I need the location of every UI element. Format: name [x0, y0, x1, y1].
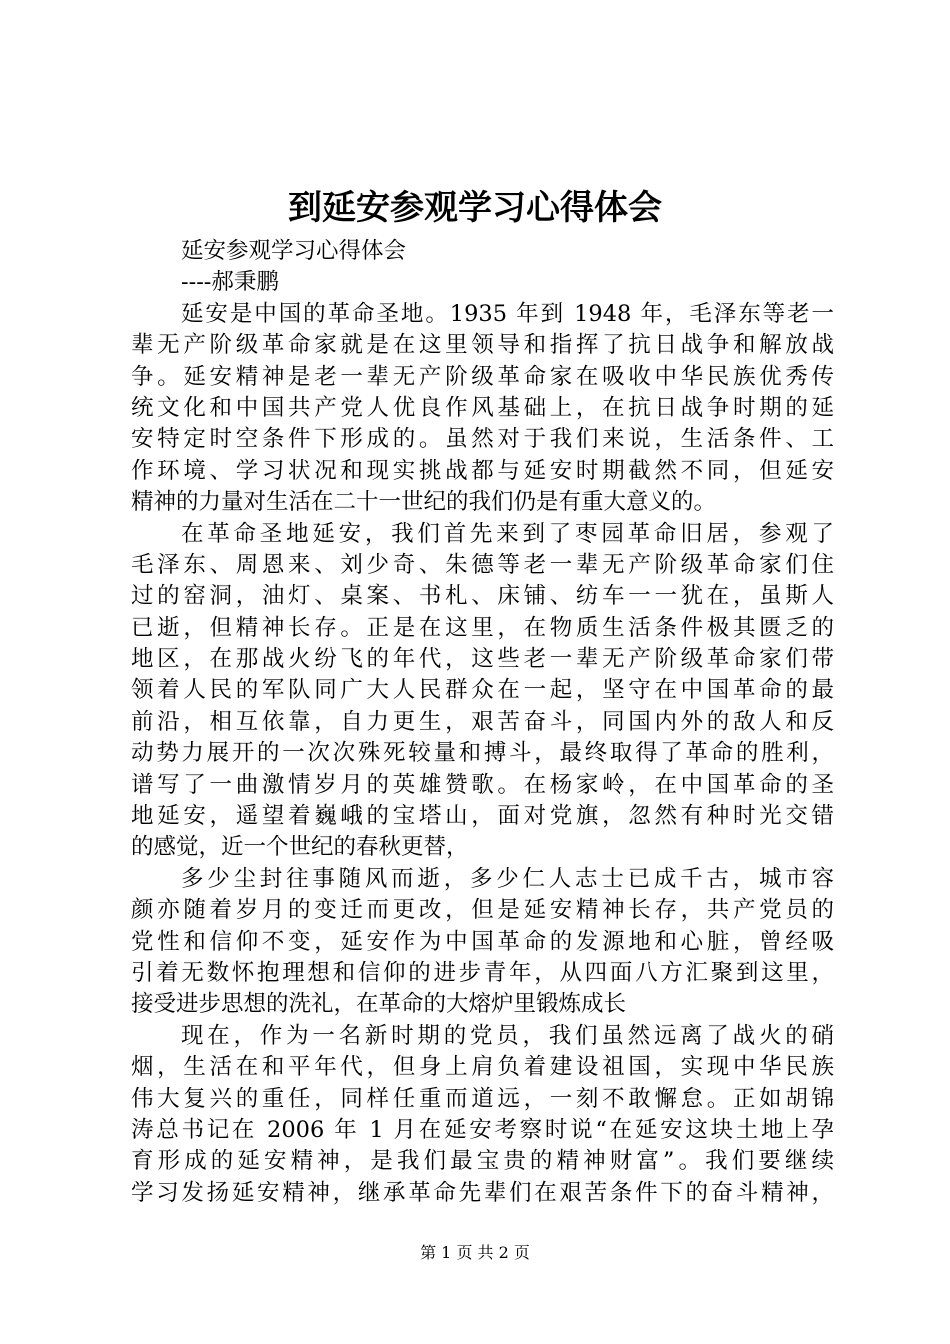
text-line: 党性和信仰不变，延安作为中国革命的发源地和心脏，曾经吸	[131, 928, 834, 955]
text-line: 的感觉，近一个世纪的春秋更替，	[131, 834, 469, 861]
text-line: 涛总书记在 2006 年 1 月在延安考察时说“在延安这块土地上孕	[131, 1116, 834, 1143]
text-line: 争。延安精神是老一辈无产阶级革命家在吸收中华民族优秀传	[131, 363, 834, 390]
text-line: 地延安，遥望着巍峨的宝塔山，面对党旗，忽然有种时光交错	[131, 803, 834, 830]
text-line: 在革命圣地延安，我们首先来到了枣园革命旧居，参观了	[181, 520, 834, 547]
text-line: 安特定时空条件下形成的。虽然对于我们来说，生活条件、工	[131, 426, 834, 453]
text-line: 伟大复兴的重任，同样任重而道远，一刻不敢懈怠。正如胡锦	[131, 1085, 834, 1112]
text-line: 育形成的延安精神，是我们最宝贵的精神财富”。我们要继续	[131, 1148, 834, 1175]
text-line: 辈无产阶级革命家就是在这里领导和指挥了抗日战争和解放战	[131, 332, 834, 359]
text-line: 烟，生活在和平年代，但身上肩负着建设祖国，实现中华民族	[131, 1054, 834, 1081]
text-line: 接受进步思想的洗礼，在革命的大熔炉里锻炼成长	[131, 991, 627, 1018]
text-line: 学习发扬延安精神，继承革命先辈们在艰苦条件下的奋斗精神，	[131, 1179, 834, 1206]
text-line: 多少尘封往事随风而逝，多少仁人志士已成千古，城市容	[181, 865, 834, 892]
text-line: 延安是中国的革命圣地。1935 年到 1948 年，毛泽东等老一	[181, 300, 834, 327]
text-line: 颜亦随着岁月的变迁而更改，但是延安精神长存，共产党员的	[131, 897, 834, 924]
text-line: 引着无数怀抱理想和信仰的进步青年，从四面八方汇聚到这里，	[131, 959, 834, 986]
text-line: 动势力展开的一次次殊死较量和搏斗，最终取得了革命的胜利，	[131, 740, 834, 767]
text-line: 作环境、学习状况和现实挑战都与延安时期截然不同，但延安	[131, 457, 834, 484]
text-line: 统文化和中国共产党人优良作风基础上，在抗日战争时期的延	[131, 394, 834, 421]
text-line: 现在，作为一名新时期的党员，我们虽然远离了战火的硝	[181, 1022, 834, 1049]
text-line: 过的窑洞，油灯、桌案、书札、床铺、纺车一一犹在，虽斯人	[131, 583, 834, 610]
text-line: 谱写了一曲激情岁月的英雄赞歌。在杨家岭，在中国革命的圣	[131, 771, 834, 798]
text-line: 毛泽东、周恩来、刘少奇、朱德等老一辈无产阶级革命家们住	[131, 551, 834, 578]
text-line: 前沿，相互依靠，自力更生，艰苦奋斗，同国内外的敌人和反	[131, 708, 834, 735]
page-footer: 第 1 页 共 2 页	[420, 1243, 530, 1262]
document-body	[131, 236, 834, 1209]
text-line: 领着人民的军队同广大人民群众在一起，坚守在中国革命的最	[131, 677, 834, 704]
text-line: 精神的力量对生活在二十一世纪的我们仍是有重大意义的。	[131, 489, 717, 516]
document-title: 到延安参观学习心得体会	[288, 188, 662, 228]
text-line: 已逝，但精神长存。正是在这里，在物质生活条件极其匮乏的	[131, 614, 834, 641]
text-line: 延安参观学习心得体会	[181, 238, 407, 264]
text-line: ----郝秉鹏	[181, 269, 279, 296]
text-line: 地区，在那战火纷飞的年代，这些老一辈无产阶级革命家们带	[131, 646, 834, 673]
